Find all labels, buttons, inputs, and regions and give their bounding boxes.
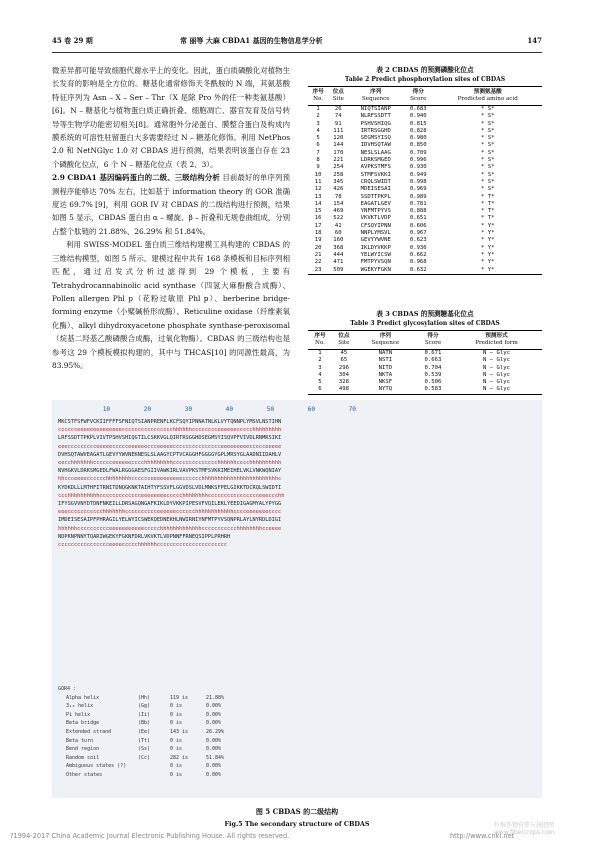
- gor-code: (Bb): [138, 720, 151, 727]
- left-column: [52, 64, 290, 372]
- table-cell: 304: [338, 371, 349, 378]
- table-cell: SEGMSYISQ: [360, 135, 391, 142]
- table-2: [308, 64, 542, 275]
- gor-value: 0 is: [170, 771, 183, 778]
- sequence-line: NDPKNPNNYTQARIWGEKYFGKNFDRLVKVKTLVDPNNFFRNEQSIPPLPRHRH: [58, 533, 231, 540]
- table-cell: 45: [340, 350, 348, 356]
- gor-pct: 51.84%: [206, 754, 225, 761]
- table-cell: 0.704: [424, 364, 442, 371]
- t3-header-en: Site: [332, 340, 356, 350]
- gor-code: (Gg): [138, 703, 151, 710]
- gor-label: Random coil: [66, 754, 100, 761]
- t2-header-cn: 位点: [328, 87, 348, 97]
- table-cell: N – Glyc: [483, 379, 510, 386]
- gor-value: 0 is: [170, 746, 183, 753]
- para-secondary-structure: 目前最好的单序列预测程序能够达 70% 左右，比如基于 information theory 的 GOR 准确度达 69.7% [9]，利用 GOR IV 对 CBDAS 的二级结构进行预测，结果如图 5 显示，CBDAS 蛋白由 α – 螺旋、β – 折叠和无规卷曲组成，分别占整个肽链的 21.88%、26.29% 和 51.84%。: [52, 173, 290, 236]
- sequence-line: IFYSGVVNYDTDNFNKEILLDRSAGQNGAFKIKLDYVKKPIPESVFVQILEKLYEEDIGAGMYALYPYGG: [58, 501, 282, 508]
- gor-label: Pi helix: [66, 711, 91, 718]
- table-cell: 5: [318, 379, 322, 386]
- table-cell: 8: [316, 157, 320, 164]
- table-cell: 0.781: [409, 200, 427, 207]
- t2-header-en: Score: [403, 96, 433, 106]
- figure5-caption-cn: 图 5 CBDAS 的二级结构: [255, 807, 339, 816]
- table-cell: NKTA: [378, 371, 393, 378]
- table-cell: WGEKYFGKN: [348, 267, 403, 275]
- table-cell: 296: [338, 364, 349, 371]
- table-cell: 41: [334, 222, 342, 229]
- table-cell: 78: [334, 193, 342, 200]
- copyright-text: ?1994-2017 China Academic Journal Electronic Publishing House. All rights reserved.: [10, 832, 290, 840]
- table-row: [308, 128, 542, 135]
- header-volume: 45 卷 29 期: [52, 36, 93, 45]
- phosphorylation-table: [308, 86, 542, 275]
- gor-label: Ambiguous states (?): [66, 763, 127, 770]
- table-cell: 20: [314, 244, 322, 251]
- gor-row: [58, 728, 225, 737]
- gor-pct: 26.29%: [206, 728, 225, 735]
- gor4-summary: [58, 685, 225, 780]
- table-cell: 509: [328, 267, 348, 275]
- table-row: [308, 230, 542, 237]
- table-cell: 5: [316, 135, 320, 142]
- table-cell: 2: [316, 113, 320, 120]
- sequence-line: IMDEISESAIPFPHRAGILYELWYICSWEKQEDNEKHLNWIRNIYNFMTPYVSQNPRLAYLNYRDLDIGI: [58, 517, 282, 524]
- sequence-ruler: 10 20 30 40 50 60 70: [58, 406, 357, 413]
- table-cell: * S*: [480, 157, 495, 164]
- table-cell: 368: [333, 244, 344, 251]
- table-row: [308, 186, 542, 193]
- table-cell: 17: [314, 222, 322, 229]
- table-row: [308, 386, 542, 394]
- gor-value: 143 is: [170, 728, 189, 735]
- table-cell: CRQLSWIDT: [360, 178, 391, 185]
- table-cell: 60: [334, 230, 342, 237]
- table-cell: 15: [314, 208, 322, 215]
- table-cell: IDVHSQTAW: [360, 142, 391, 149]
- table-row: [308, 142, 542, 149]
- section-number: 2.9: [52, 173, 65, 183]
- t2-header-en: No.: [308, 96, 328, 106]
- gor-row: [58, 737, 222, 746]
- table-cell: 0.651: [409, 215, 427, 222]
- t2-header-cn: 序列: [348, 87, 403, 97]
- table-cell: AVPKSTMFS: [360, 164, 391, 171]
- table-row: [308, 379, 542, 386]
- gor-value: 119 is: [170, 694, 189, 701]
- gor-pct: 0.00%: [206, 737, 222, 744]
- gor-pct: 21.88%: [206, 694, 225, 701]
- table-cell: 0.583: [415, 386, 451, 394]
- sequence-line: NVHGKVLDRKSMGEDLFWALRGGGAESFGIIVAWKIRLVAVPKSTMFSVKKIMEIHELVKLVNKWQNIAY: [58, 468, 282, 475]
- header-title: 常 丽等 大麻 CBDA1 基因的生物信息学分析: [180, 36, 323, 45]
- gor-label: 3₁₀ helix: [66, 703, 94, 710]
- structure-line: eeeccccccccceeeeeccccceeeeeeccceeeeeccccccccccccccceeeeeeeeeccccceeeee: [58, 443, 282, 450]
- t3-header-en: Predicted form: [451, 340, 542, 350]
- table-cell: STMFSVKKI: [360, 171, 391, 178]
- table-cell: 11: [314, 178, 322, 185]
- table-cell: 0.969: [409, 186, 427, 193]
- gor-pct: 0.00%: [206, 771, 222, 778]
- table-row: [308, 372, 542, 379]
- gor-value: 0 is: [170, 711, 183, 718]
- table-cell: LDRKSMGED: [360, 157, 391, 164]
- structure-line: cccccceeeeeeeeeeeeeecccccccccccccccchhhhhhcccccccceeeeeeccccchhhhhhhhh: [58, 427, 282, 434]
- table-cell: 3: [318, 364, 322, 371]
- table-cell: * S*: [480, 135, 495, 142]
- t2-header-en: Predicted amino acid: [433, 96, 542, 106]
- table-cell: VKVKTLVDP: [360, 215, 391, 222]
- section-title: CBDA1 基因编码蛋白的二级、三级结构分析: [67, 173, 220, 183]
- table-cell: NITD: [378, 364, 393, 371]
- table-cell: 0.671: [424, 350, 442, 356]
- table-cell: 26: [334, 106, 342, 112]
- table-cell: NESLSLAAG: [360, 149, 391, 156]
- table-cell: 120: [333, 135, 344, 142]
- gor-code: (Ss): [138, 746, 151, 753]
- table-cell: SSDTTPKPL: [360, 193, 391, 200]
- table-cell: NLRFSSDTT: [360, 113, 391, 120]
- table-cell: 0.663: [424, 357, 442, 364]
- table-row: [308, 208, 542, 215]
- gor-code: (Ii): [138, 711, 151, 718]
- table-cell: 111: [333, 127, 344, 134]
- gor-label: Bend region: [66, 746, 100, 753]
- table-cell: * Y*: [480, 230, 495, 237]
- gor-code: (Tt): [138, 737, 151, 744]
- table-cell: * T*: [480, 193, 495, 200]
- table-cell: * S*: [480, 127, 495, 134]
- gor-row: [58, 745, 222, 754]
- structure-line: hhhhhhcccccccccceeeeeeeeeeeccccchhhhhhhhhhhhhccccccccccchhhhhhhhcceeee: [58, 525, 282, 532]
- para-tertiary-structure: 利用 SWISS-MODEL 蛋白质三维结构建模工具构建的 CBDAS 的三维结构模型，如图 5 所示。建模过程中共有 168 条模板和目标序列相匹配，通过启发式分析过滤得到 29 个模板，主要有 Tetrahydrocannabinolic acid synthase（四氢大麻酚酸合成酶）、Pollen allergen Phl p（花粉过敏原 Phl p）、berberine bridge-forming enzyme（小檗碱桥形成酶）、Reticuline oxidase（纤维素氧化酶）、alkyl dihydroxyacetone phosphate synthase·peroxisomal（烷基二羟基乙酸磷酸合成酶，过氧化物酶）。CBDAS 的三级结构也是参考这 29 个模板模拟构建的，其中与 THCAS[10] 的同源性最高，为 83.95%。: [52, 240, 290, 370]
- table2-caption-cn: 表 2 CBDAS 的预测磷酸化位点: [376, 66, 474, 74]
- gor-row: [58, 771, 222, 780]
- table-row: [308, 215, 542, 222]
- table-row: [308, 237, 542, 244]
- table-row: [308, 194, 542, 201]
- table-row: [308, 121, 542, 128]
- table-cell: 469: [333, 208, 344, 215]
- table-row: [308, 172, 542, 179]
- gor-row: [58, 702, 222, 711]
- table-cell: 0.930: [409, 164, 427, 171]
- gor-row: [58, 711, 222, 720]
- table-cell: * T*: [480, 200, 495, 207]
- table-3: [308, 308, 542, 395]
- table-row: [308, 245, 542, 252]
- structure-line: ccchhhhhhhhhhccccccccccccceeeeeeeeccccchhhhhhhhcccccccccccccccceeeccchh: [58, 492, 285, 499]
- table-row: [308, 113, 542, 120]
- table-cell: 0.815: [409, 120, 427, 127]
- t2-header-cn: 得分: [403, 87, 433, 97]
- gor-title: GOR4 :: [58, 686, 77, 692]
- table-cell: * S*: [480, 106, 495, 112]
- section-heading: [52, 171, 290, 238]
- t2-header-cn: 序号: [308, 87, 328, 97]
- table-cell: 154: [333, 200, 344, 207]
- table-cell: * S*: [480, 113, 495, 120]
- table-cell: 522: [333, 215, 344, 222]
- t3-header-cn: 序号: [308, 331, 332, 341]
- table-cell: 3: [316, 120, 320, 127]
- table-cell: GEVYYWVNE: [360, 237, 391, 244]
- table-cell: EAGATLGEV: [360, 200, 391, 207]
- table-cell: 1: [316, 106, 320, 112]
- table-cell: 6: [316, 142, 320, 149]
- table-cell: 345: [333, 178, 344, 185]
- table-cell: 16: [314, 215, 322, 222]
- table-cell: NYTQ: [356, 386, 415, 394]
- table-cell: 258: [333, 171, 344, 178]
- table-cell: NATN: [378, 350, 393, 356]
- table-cell: YNFMTPYVS: [360, 208, 391, 215]
- gor-value: 0 is: [170, 763, 183, 770]
- t3-header-en: Score: [415, 340, 451, 350]
- glycosylation-table: [308, 330, 542, 395]
- table-cell: 74: [334, 113, 342, 120]
- table-cell: 22: [314, 259, 322, 266]
- table-cell: NIQTSIANP: [360, 106, 391, 112]
- gor-row: [58, 754, 225, 763]
- gor-label: Beta bridge: [66, 720, 100, 727]
- table-cell: FMTPYVSQN: [360, 259, 391, 266]
- table-row: [308, 365, 542, 372]
- table-cell: * Y*: [480, 251, 495, 258]
- table-cell: * S*: [480, 186, 495, 193]
- table-cell: IRTRSGGHD: [360, 127, 391, 134]
- table-row: [308, 350, 542, 358]
- table-cell: 0.968: [409, 259, 427, 266]
- table-row: [308, 179, 542, 186]
- header-page-number: 147: [527, 36, 542, 45]
- sequence-line: MKCSTFSFWFVCKIIFFFFSFNIQTSIANPRENFLKCFSQYIPNNATNLKLVYTQNNPLYMSVLNSTIHN: [58, 419, 282, 425]
- table-cell: 0.888: [409, 208, 427, 215]
- table-cell: * Y*: [480, 244, 495, 251]
- secondary-structure-figure: [52, 400, 542, 798]
- table-cell: 13: [314, 193, 322, 200]
- gor-label: Alpha helix: [66, 694, 100, 701]
- table-row: [308, 267, 542, 275]
- table-cell: N – Glyc: [483, 357, 510, 364]
- table-cell: 0.606: [409, 222, 427, 229]
- table-cell: 0.850: [409, 142, 427, 149]
- table-cell: 0.709: [409, 149, 427, 156]
- t3-header-cn: 位点: [332, 331, 356, 341]
- table-cell: 0.980: [409, 135, 427, 142]
- watermark-text: 纤维作物营养与施肥网 www.fibercrops.com: [494, 822, 555, 836]
- table-row: [308, 252, 542, 259]
- structure-line: eecchhhhhhhcccccceeeeeecccchhhhhhhhhcccccccccccccchhhhhhcccchhhhhhhhhh: [58, 460, 282, 467]
- table-cell: 19: [314, 237, 322, 244]
- table-cell: 0.828: [409, 127, 427, 134]
- table-cell: NSTI: [378, 357, 393, 364]
- table-cell: 0.949: [409, 171, 427, 178]
- table-cell: 91: [334, 120, 342, 127]
- table-cell: CFSQYIPNN: [360, 222, 391, 229]
- table-cell: 23: [308, 267, 328, 275]
- gor-row: [58, 694, 225, 703]
- table-cell: NKSF: [378, 379, 393, 386]
- table-cell: * Y*: [480, 237, 495, 244]
- table-cell: 498: [332, 386, 356, 394]
- table-cell: 2: [318, 357, 322, 364]
- table-cell: 6: [308, 386, 332, 394]
- running-header: [52, 36, 542, 48]
- t3-header-cn: 序列: [356, 331, 415, 341]
- table-cell: 328: [338, 379, 349, 386]
- table2-caption-en: Table 2 Predict phosphorylation sites of CBDAS: [344, 76, 506, 83]
- table-row: [308, 157, 542, 164]
- table3-caption-cn: 表 3 CBDAS 的预测糖基化位点: [376, 310, 474, 318]
- table-cell: 160: [333, 237, 344, 244]
- header-rule: [52, 52, 542, 53]
- table-row: [308, 106, 542, 114]
- table-cell: 1: [318, 350, 322, 356]
- table-cell: YELWYICSW: [360, 251, 391, 258]
- table-cell: 254: [333, 164, 344, 171]
- table-cell: 426: [333, 186, 344, 193]
- table-cell: 0.940: [409, 113, 427, 120]
- table-cell: 14: [314, 200, 322, 207]
- table-cell: * S*: [480, 171, 495, 178]
- table-row: [308, 135, 542, 142]
- table-cell: 144: [333, 142, 344, 149]
- table-cell: 18: [314, 230, 322, 237]
- t3-header-en: No.: [308, 340, 332, 350]
- table-cell: * S*: [480, 142, 495, 149]
- table-cell: 0.683: [409, 106, 427, 112]
- structure-line: eeeccccccccccchhhhhhhcccccccccceeeeeecccccchhhhhhhhhhhhcccceeeeeeecccc: [58, 509, 282, 516]
- gor-code: (Hh): [138, 694, 151, 701]
- table-cell: * T*: [480, 215, 495, 222]
- table-cell: 0.936: [409, 244, 427, 251]
- t2-header-cn: 预测氨基酸: [433, 87, 542, 97]
- cnki-link[interactable]: http://www.cnki.net: [450, 832, 515, 840]
- table-cell: IKLDYVKKP: [360, 244, 391, 251]
- structure-line: hhccceeeecccccchhhhhhhhcccccceeeeeeeeeecccccchhhhhhhhhhhhhhhhhhhhhhhhc: [58, 476, 282, 483]
- table-cell: 0.632: [403, 267, 433, 275]
- table-row: [308, 223, 542, 230]
- table-cell: N – Glyc: [483, 350, 510, 356]
- gor-label: Extended strand: [66, 728, 112, 735]
- table-cell: NNPLYMSVL: [360, 230, 391, 237]
- table-cell: N – Glyc: [451, 386, 542, 394]
- gor-pct: 0.00%: [206, 720, 222, 727]
- table-cell: N – Glyc: [483, 364, 510, 371]
- table-cell: 9: [316, 164, 320, 171]
- table-cell: * Y*: [480, 222, 495, 229]
- table-cell: 4: [318, 371, 322, 378]
- gor-row: [58, 762, 222, 771]
- table-row: [308, 259, 542, 266]
- sequence-line: LRFSSDTTPKPLVIVTPSHVSHIQGTILCSKKVGLQIRTRSGGHDSEGMSYISQVPFVIVDLRNMRSIKI: [58, 435, 282, 442]
- structure-line: cccccccccccccccceeeeccccchhhhhhcccccccccccccccccccccc: [58, 542, 228, 549]
- table3-caption-en: Table 3 Predict glycosylation sites of CBDAS: [350, 320, 500, 327]
- table-cell: * S*: [480, 149, 495, 156]
- table-cell: 0.998: [409, 178, 427, 185]
- table-cell: * T*: [480, 208, 495, 215]
- gor-label: Other states: [66, 771, 103, 778]
- gor-code: (Cc): [138, 754, 151, 761]
- table-cell: 0.989: [409, 193, 427, 200]
- gor-pct: 0.00%: [206, 703, 222, 710]
- table-cell: 0.662: [409, 251, 427, 258]
- table-cell: 221: [333, 157, 344, 164]
- table-row: [308, 201, 542, 208]
- table-cell: 0.967: [409, 230, 427, 237]
- table-cell: 65: [340, 357, 348, 364]
- table-cell: N – Glyc: [483, 371, 510, 378]
- table-cell: 7: [316, 149, 320, 156]
- table-cell: 0.996: [409, 157, 427, 164]
- table-row: [308, 164, 542, 171]
- table-cell: 471: [333, 259, 344, 266]
- gor-pct: 0.00%: [206, 763, 222, 770]
- table-cell: * S*: [480, 178, 495, 185]
- table-cell: 10: [314, 171, 322, 178]
- sequence-alignment: [58, 418, 284, 549]
- t3-header-cn: 预测形式: [451, 331, 542, 341]
- gor-value: 0 is: [170, 720, 183, 727]
- table-cell: MDEISESAI: [360, 186, 391, 193]
- table-cell: 21: [314, 251, 322, 258]
- gor-value: 282 is: [170, 754, 189, 761]
- table-cell: 444: [333, 251, 344, 258]
- table-cell: * S*: [480, 120, 495, 127]
- gor-label: Beta turn: [66, 737, 94, 744]
- table-row: [308, 357, 542, 364]
- figure5-caption-en: Fig.5 The secondary structure of CBDAS: [224, 820, 370, 828]
- table-cell: 0.506: [424, 379, 442, 386]
- table-cell: 12: [314, 186, 322, 193]
- gor-row: [58, 719, 222, 728]
- gor-value: 0 is: [170, 737, 183, 744]
- t2-header-en: Site: [328, 96, 348, 106]
- para-glycosylation: 微差异都可能导致细胞代谢水平上的变化。因此，蛋白质磷酸化对植物生长发育的影响是全方位的。糖基化通常修饰天冬酰胺的 N 端，其氨基酸特征序列为 Asn – X – Ser – Thr（X 是除 Pro 外的任一种类氨基酸）[6]。N – 糖基化与植物蛋白质正确折叠、细胞凋亡、器官发育及信号转导等生物学功能密切相关[8]。通常胞外分泌蛋白、膜整合蛋白及构成内膜系统的可溶性驻留蛋白大多需要经过 N – 糖基化修饰。利用 NetPhos 2.0 和 NetNGlyc 1.0 对 CBDAS 进行预测，结果表明该蛋白存在 23 个磷酸化位点，6 个 N – 糖基化位点（表 2、3）。: [52, 66, 290, 169]
- table-cell: 4: [316, 127, 320, 134]
- table-cell: * Y*: [433, 267, 542, 275]
- gor-pct: 0.00%: [206, 746, 222, 753]
- sequence-line: DVHSQTAWVEAGATLGEVYYWVNEKNESLSLAAGYCPTVCAGGHFGGGGYGPLMRSYGLAADNIIDAHLV: [58, 451, 282, 458]
- table-cell: PSHVSHIQG: [360, 120, 391, 127]
- table-row: [308, 150, 542, 157]
- table-cell: 0.623: [409, 237, 427, 244]
- sequence-line: KYDKDLLLMTHFITRNITDNQGKNKTAIHTYFSSVFLGGVDSLVDLMNKSFPELGIKKTDCRQLSWIDTI: [58, 484, 282, 491]
- gor-code: (Ee): [138, 728, 151, 735]
- table-cell: * S*: [480, 164, 495, 171]
- t3-header-cn: 得分: [415, 331, 451, 341]
- gor-value: 0 is: [170, 703, 183, 710]
- t2-header-en: Sequence: [348, 96, 403, 106]
- table-cell: * Y*: [480, 259, 495, 266]
- table-cell: 170: [333, 149, 344, 156]
- gor-pct: 0.00%: [206, 711, 222, 718]
- t3-header-en: Sequence: [356, 340, 415, 350]
- table-cell: 0.539: [424, 371, 442, 378]
